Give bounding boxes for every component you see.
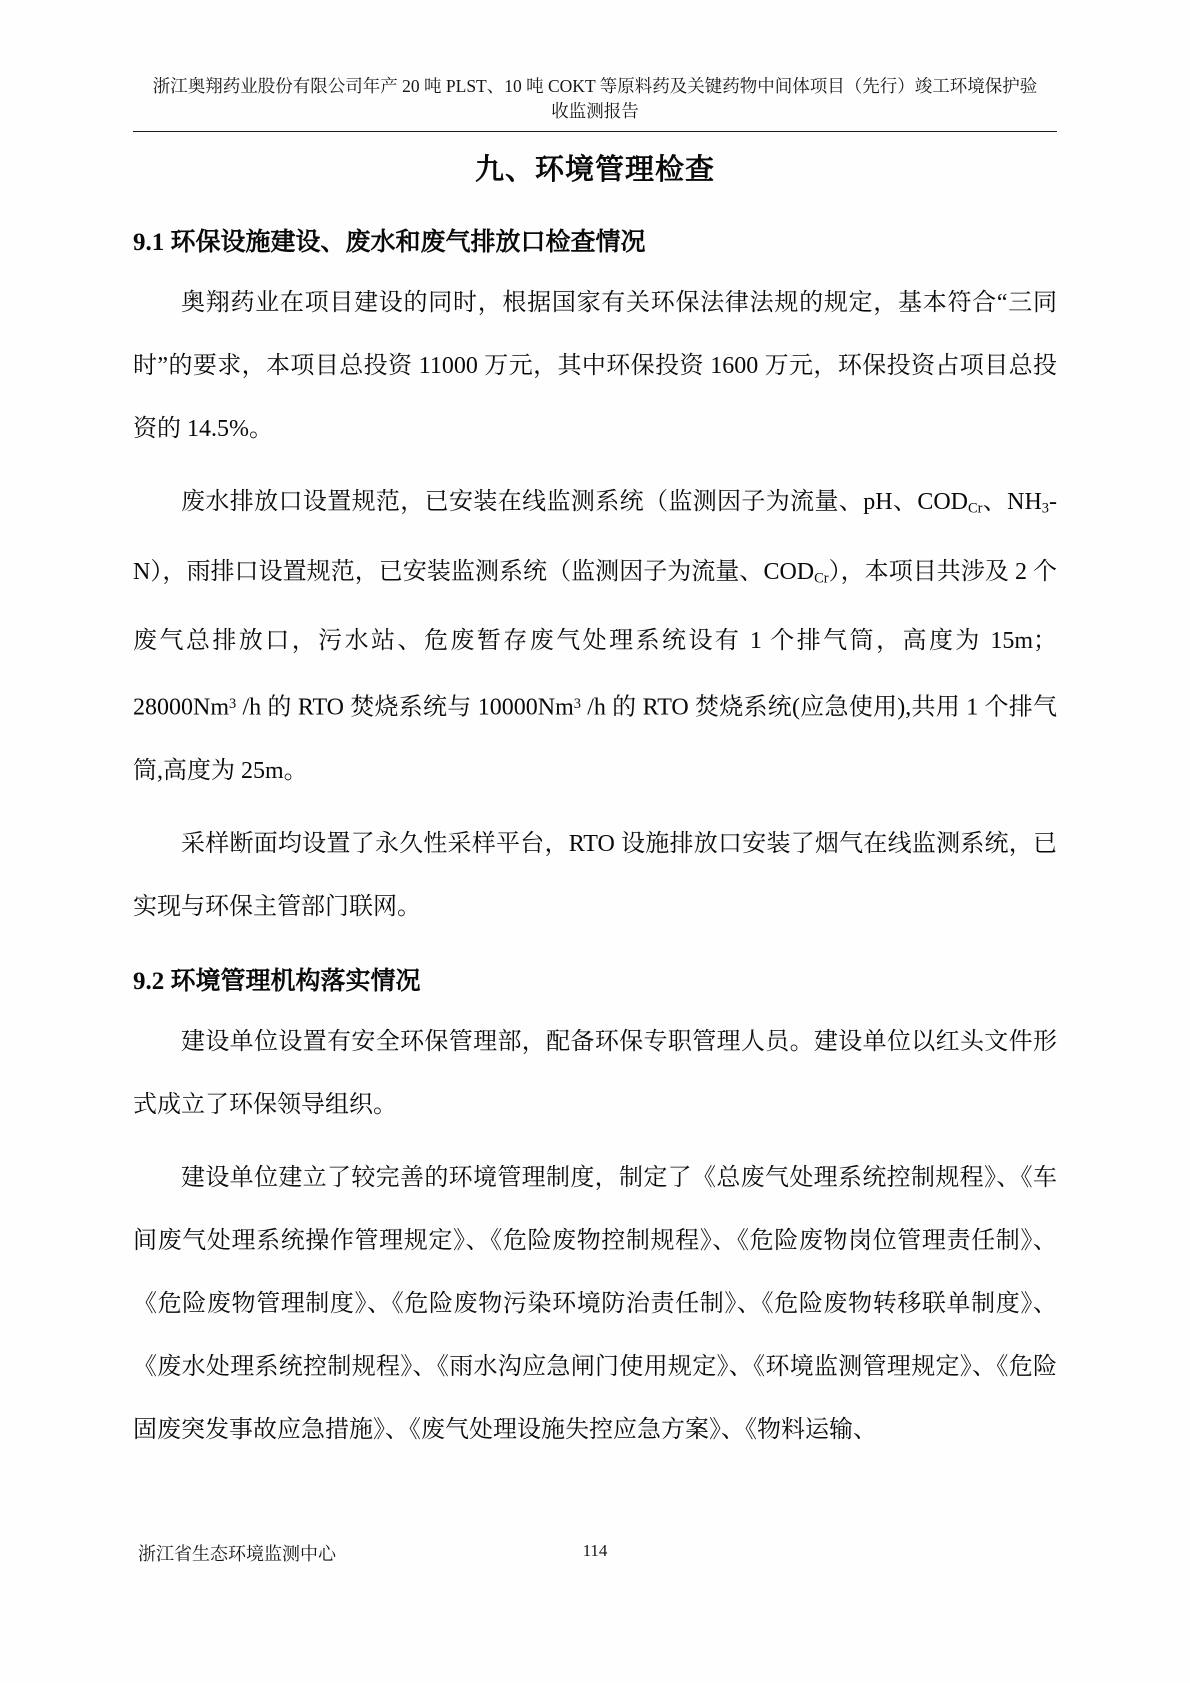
paragraph-management-rules: 建设单位建立了较完善的环境管理制度，制定了《总废气处理系统控制规程》、《车间废气处理系统操作管理规定》、《危险废物控制规程》、《危险废物岗位管理责任制》、《危险废物管理制度》、《危险废物污染环境防治责任制》、《危险废物转移联单制度》、《废水处理系统控制规程》、《雨水沟应急闸门使用规定》、《环境监测管理规定》、《危险固废突发事故应急措施》、《废气处理设施失控应急方案》、《物料运输、 [133, 1164, 1057, 1443]
footer-organization: 浙江省生态环境监测中心 [138, 1544, 336, 1564]
header-divider [133, 131, 1057, 132]
paragraph-sampling-platform: 采样断面均设置了永久性采样平台，RTO 设施排放口安装了烟气在线监测系统，已实现与环保主管部门联网。 [133, 830, 1057, 920]
paragraph-outlets: 废水排放口设置规范，已安装在线监测系统（监测因子为流量、pH、$COD_{Cr}$、$NH_3-N$），雨排口设置规范，已安装监测系统（监测因子为流量、$COD_{Cr}$），本项目共涉及 2 个废气总排放口，污水站、危废暂存废气处理系统设有 1 个排气筒，高度为 15m；28000Nm$^3$ /h 的 RTO 焚烧系统与 10000Nm$^3$ /h 的 RTO 焚烧系统(应急使用),共用 1 个排气筒,高度为 25m。 [133, 489, 1058, 784]
chapter-title: 九、环境管理检查 [474, 154, 715, 186]
paragraph-investment: 奥翔药业在项目建设的同时，根据国家有关环保法律法规的规定，基本符合“三同时”的要求，本项目总投资 11000 万元，其中环保投资 1600 万元，环保投资占项目总投资的 14.5%。 [133, 290, 1057, 442]
header-title-line-1: 浙江奥翔药业股份有限公司年产 20 吨 PLST、10 吨 COKT 等原料药及关键药物中间体项目（先行）竣工环境保护验 [152, 76, 1038, 96]
document-body [0, 149, 1190, 1462]
section-heading-9-2: 9.2 环境管理机构落实情况 [133, 967, 421, 995]
page-number: 114 [582, 1541, 608, 1560]
section-heading-9-1: 9.1 环保设施建设、废水和废气排放口检查情况 [133, 229, 646, 256]
header-title-line-2: 收监测报告 [551, 101, 639, 121]
page-footer [133, 1540, 1057, 1570]
page-header [0, 0, 1190, 124]
paragraph-management-org: 建设单位设置有安全环保管理部，配备环保专职管理人员。建设单位以红头文件形式成立了环保领导组织。 [133, 1028, 1057, 1118]
